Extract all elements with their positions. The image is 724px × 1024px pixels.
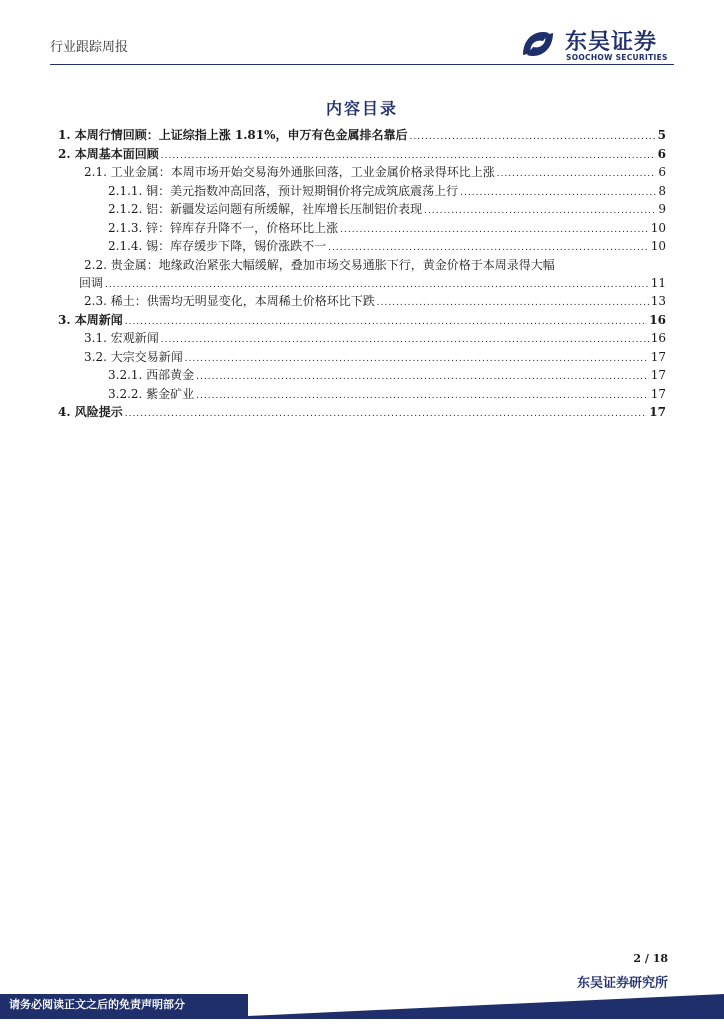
toc-page-number: 8: [658, 183, 666, 198]
toc-page-number: 10: [650, 239, 666, 253]
toc-entry[interactable]: [58, 219, 666, 238]
toc-page-number: 6: [657, 146, 666, 161]
logo-text-cn: 东吴证券: [565, 30, 658, 55]
toc-entry-title: 2.1.2. 铝：新疆发运问题有所缓解，社库增长压制铝价表现: [108, 202, 423, 216]
toc-page-number: 17: [649, 405, 666, 419]
toc-entry[interactable]: [58, 182, 666, 201]
toc-page-number: 17: [650, 386, 666, 401]
toc-entry[interactable]: [58, 385, 666, 404]
toc-entry-title: 2.1.3. 锌：锌库存升降不一，价格环比上涨: [108, 220, 339, 235]
toc-entry[interactable]: [58, 311, 666, 330]
toc-entry[interactable]: [58, 145, 666, 164]
toc-entry-title: 2. 本周基本面回顾: [58, 146, 159, 161]
footer-decoration: [248, 994, 724, 1016]
toc-entry[interactable]: [58, 200, 666, 219]
toc-title: 内容目录: [325, 99, 398, 118]
toc-entry[interactable]: [58, 126, 666, 145]
toc-entry[interactable]: [58, 403, 666, 422]
toc-leader-dots: [460, 188, 656, 198]
toc-leader-dots: [125, 409, 648, 419]
header-divider: [50, 64, 674, 65]
toc-entry-title: 4. 风险提示: [58, 405, 123, 419]
toc-leader-dots: [377, 298, 649, 308]
soochow-logo-icon: [519, 27, 557, 61]
toc-leader-dots: [328, 243, 649, 253]
toc-leader-dots: [340, 225, 649, 235]
toc-leader-dots: [185, 354, 649, 364]
footer-bar: [0, 994, 724, 1024]
toc-leader-dots: [410, 132, 656, 142]
toc-page-number: 16: [650, 331, 666, 345]
toc-entry[interactable]: [58, 256, 666, 274]
toc-leader-dots: [196, 372, 649, 382]
toc-entry[interactable]: [58, 348, 666, 367]
toc-leader-dots: [161, 335, 649, 345]
toc-leader-dots: [196, 391, 649, 401]
toc-leader-dots: [424, 206, 656, 216]
toc-entry-title: 2.2. 贵金属：地缘政治紧张大幅缓解，叠加市场交易通胀下行，黄金价格于本周录得大幅: [84, 257, 555, 272]
toc-entry[interactable]: [58, 163, 666, 182]
toc-entry-title: 2.1.4. 锡：库存缓步下降，锡价涨跌不一: [108, 239, 327, 253]
report-type-label: 行业跟踪周报: [50, 40, 129, 55]
toc-page-number: 5: [657, 128, 666, 142]
toc-page-number: 17: [650, 368, 666, 382]
toc-entry-continuation[interactable]: [58, 274, 666, 293]
toc-entry-title-cont: 回调: [79, 275, 104, 290]
toc-leader-dots: [125, 317, 648, 327]
toc-entry-title: 3.2. 大宗交易新闻: [84, 349, 183, 364]
soochow-logo: [519, 25, 679, 65]
toc-entry-title: 3. 本周新闻: [58, 312, 123, 327]
institute-name: 东吴证券研究所: [576, 976, 668, 991]
toc-page-number: 11: [650, 275, 666, 290]
toc-entry[interactable]: [58, 292, 666, 311]
toc-entry[interactable]: [58, 237, 666, 256]
footer-rule: [0, 1016, 724, 1019]
table-of-contents: [58, 126, 666, 422]
toc-entry-title: 3.2.1. 西部黄金: [108, 368, 195, 382]
toc-leader-dots: [105, 280, 649, 290]
toc-entry[interactable]: [58, 329, 666, 348]
toc-entry-title: 3.1. 宏观新闻: [84, 331, 159, 345]
toc-leader-dots: [497, 169, 657, 179]
toc-entry[interactable]: [58, 366, 666, 385]
toc-entry-title: 2.3. 稀土：供需均无明显变化，本周稀土价格环比下跌: [84, 294, 375, 308]
toc-leader-dots: [161, 151, 656, 161]
toc-page-number: 17: [650, 349, 666, 364]
page-number: 2 / 18: [633, 952, 668, 965]
toc-page-number: 16: [649, 312, 666, 327]
toc-page-number: 10: [650, 220, 666, 235]
toc-page-number: 13: [650, 294, 666, 308]
toc-entry-title: 1. 本周行情回顾：上证综指上涨 1.81%，申万有色金属排名靠后: [58, 128, 408, 142]
logo-text-en: SOOCHOW SECURITIES: [566, 53, 668, 62]
toc-entry-title: 2.1.1. 铜：美元指数冲高回落，预计短期铜价将完成筑底震荡上行: [108, 183, 459, 198]
disclaimer-notice: 请务必阅读正文之后的免责声明部分: [0, 994, 248, 1016]
toc-entry-title: 2.1. 工业金属：本周市场开始交易海外通胀回落，工业金属价格录得环比上涨: [84, 165, 495, 179]
toc-entry-title: 3.2.2. 紫金矿业: [108, 386, 195, 401]
toc-page-number: 9: [658, 202, 666, 216]
toc-page-number: 6: [658, 165, 666, 179]
